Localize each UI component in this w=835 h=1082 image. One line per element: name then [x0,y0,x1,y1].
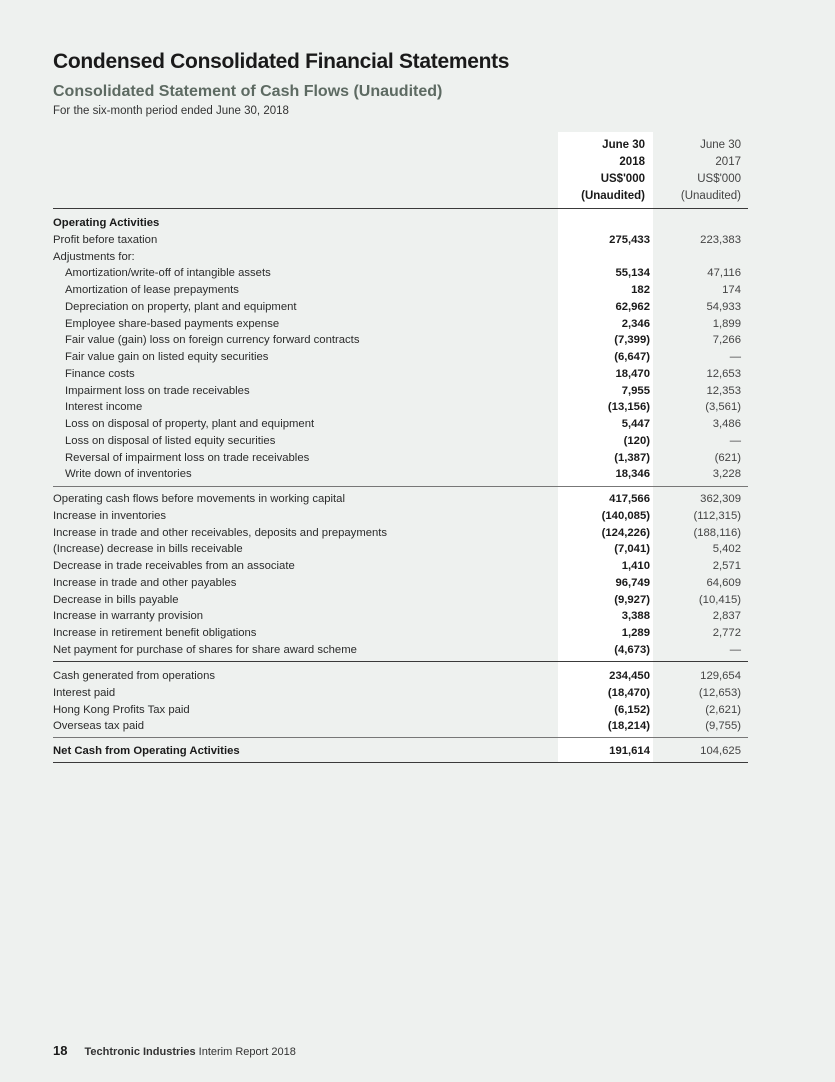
row-value-2017: 54,933 [706,300,741,313]
col2-header-unit: US$'000 [697,173,741,185]
row-value-2017: — [729,434,741,447]
table-row [0,466,835,483]
row-value-2017: 362,309 [700,493,741,505]
row-label: Depreciation on property, plant and equipment [65,300,297,313]
row-label: Reversal of impairment loss on trade receivables [65,451,310,464]
row-value-2017: 5,402 [712,543,741,556]
company-name: Techtronic Industries [84,1046,196,1058]
col1-header-date: June 30 [602,139,645,151]
row-value-2017: 12,653 [706,367,741,380]
table-row [0,541,835,558]
row-value-2017: 64,609 [706,576,741,589]
table-row [0,399,835,416]
table-row [0,450,835,467]
subtotal-rule-1 [53,486,748,487]
statement-subtitle: Consolidated Statement of Cash Flows (Unaudited) [53,83,443,100]
row-label: Increase in trade and other payables [53,576,237,589]
total-rule [53,762,748,763]
table-row [0,249,835,266]
table-row [0,316,835,333]
col1-header-unit: US$'000 [600,173,645,185]
table-row [0,592,835,609]
row-value-2017: 129,654 [700,670,741,682]
row-value-2017: 174 [722,284,741,296]
table-row [0,668,835,685]
row-value-2017: (621) [714,451,741,464]
row-label: Adjustments for: [53,250,135,263]
table-row [0,265,835,282]
row-value-2017: 2,837 [712,610,741,623]
row-value-2018: (18,470) [607,686,650,699]
subtotal-rule-3 [53,737,748,738]
row-label: Loss on disposal of property, plant and equipment [65,418,315,430]
row-value-2018: (18,214) [607,720,650,733]
row-value-2018: (140,085) [601,509,650,522]
row-label: Net payment for purchase of shares for share award scheme [53,643,357,656]
row-value-2018: 1,289 [621,627,650,639]
table-row [0,282,835,299]
row-label: Interest income [65,401,143,414]
row-value-2018: 5,447 [621,418,650,430]
row-value-2018: 191,614 [609,745,650,757]
page-number: 18 [53,1043,68,1058]
row-value-2017: 3,486 [712,418,741,430]
row-label: Operating Activities [53,217,160,229]
row-value-2017: 12,353 [706,384,741,397]
row-value-2018: 62,962 [615,300,650,313]
table-row [0,232,835,249]
table-row [0,525,835,542]
row-value-2017: 104,625 [700,745,741,757]
row-value-2017: (10,415) [698,593,741,606]
col1-header-status: (Unaudited) [581,190,645,202]
table-row [0,332,835,349]
table-row [0,718,835,735]
row-value-2018: 1,410 [621,560,650,572]
row-value-2017: (12,653) [698,686,741,699]
row-label: Profit before taxation [53,233,158,246]
table-row [0,491,835,508]
row-value-2018: 417,566 [609,493,650,505]
row-value-2017: 3,228 [712,468,741,481]
row-label: Operating cash flows before movements in working capital [53,493,345,505]
row-label: Overseas tax paid [53,720,145,733]
col2-header-year: 2017 [715,156,741,168]
row-label: Increase in warranty provision [53,610,204,623]
row-value-2018: (7,399) [614,334,650,347]
row-label: Increase in retirement benefit obligations [53,627,257,639]
col1-header-year: 2018 [619,156,645,168]
row-value-2018: (1,387) [614,451,650,464]
header-rule [53,208,748,209]
row-value-2017: 47,116 [707,267,741,280]
table-row [0,383,835,400]
row-value-2017: 2,571 [712,560,741,572]
row-value-2017: — [729,351,741,363]
row-value-2018: 55,134 [615,267,650,280]
row-label: Amortization of lease prepayments [65,284,239,296]
row-value-2018: 18,346 [615,468,650,481]
table-row [0,558,835,575]
table-row [0,685,835,702]
table-row [0,215,835,232]
row-label: (Increase) decrease in bills receivable [53,543,243,556]
table-row [0,608,835,625]
row-label: Write down of inventories [65,468,192,481]
row-value-2018: 275,433 [609,233,650,246]
row-value-2018: 182 [631,284,650,296]
row-label: Amortization/write-off of intangible assets [65,267,271,280]
table-row [0,366,835,383]
row-label: Net Cash from Operating Activities [53,745,240,757]
row-value-2018: (120) [623,434,650,447]
table-row [0,642,835,659]
table-row [0,625,835,642]
col2-header-date: June 30 [700,139,741,151]
row-value-2017: 1,899 [712,317,741,330]
table-row [0,508,835,525]
row-label: Decrease in bills payable [53,593,179,606]
row-label: Finance costs [65,367,135,380]
row-label: Employee share-based payments expense [65,317,280,330]
table-row [0,416,835,433]
report-name: Interim Report 2018 [198,1046,296,1058]
table-row [0,575,835,592]
page-footer [53,1043,296,1058]
row-label: Increase in inventories [53,509,167,522]
row-label: Loss on disposal of listed equity securities [65,434,276,447]
row-value-2017: (112,315) [693,509,741,522]
row-value-2018: 18,470 [615,367,650,380]
row-value-2017: (3,561) [705,401,741,414]
table-row [0,702,835,719]
row-value-2017: 7,266 [712,334,741,347]
table-row [0,433,835,450]
row-label: Fair value (gain) loss on foreign currency forward contracts [65,334,360,347]
row-value-2018: (6,647) [614,351,650,363]
row-label: Cash generated from operations [53,670,216,682]
row-value-2017: (9,755) [705,720,741,733]
row-value-2018: 234,450 [609,670,650,682]
row-value-2017: 2,772 [712,627,741,639]
row-label: Interest paid [53,686,116,699]
row-value-2017: — [729,643,741,656]
subtotal-rule-2 [53,661,748,662]
page-title: Condensed Consolidated Financial Statements [53,50,510,73]
row-value-2018: (124,226) [601,526,650,539]
col2-header-status: (Unaudited) [680,190,741,202]
period-note: For the six-month period ended June 30, 2018 [53,105,289,117]
row-value-2017: (2,621) [705,703,741,716]
row-value-2018: 96,749 [615,576,650,589]
table-row [0,349,835,366]
row-label: Decrease in trade receivables from an associate [53,560,295,572]
row-value-2018: (6,152) [614,703,650,716]
row-value-2018: (4,673) [614,643,650,656]
row-value-2017: 223,383 [700,233,741,246]
row-value-2018: (7,041) [614,543,650,556]
row-value-2018: 3,388 [621,610,650,623]
row-value-2018: 2,346 [621,317,650,330]
row-value-2018: (9,927) [614,593,650,606]
table-row [0,299,835,316]
row-label: Hong Kong Profits Tax paid [53,703,190,716]
row-value-2018: 7,955 [621,384,650,397]
row-value-2018: (13,156) [607,401,650,414]
row-label: Fair value gain on listed equity securities [65,351,269,363]
row-label: Impairment loss on trade receivables [65,384,250,397]
row-value-2017: (188,116) [693,526,741,539]
row-label: Increase in trade and other receivables, deposits and prepayments [53,526,388,539]
table-row [0,743,835,760]
